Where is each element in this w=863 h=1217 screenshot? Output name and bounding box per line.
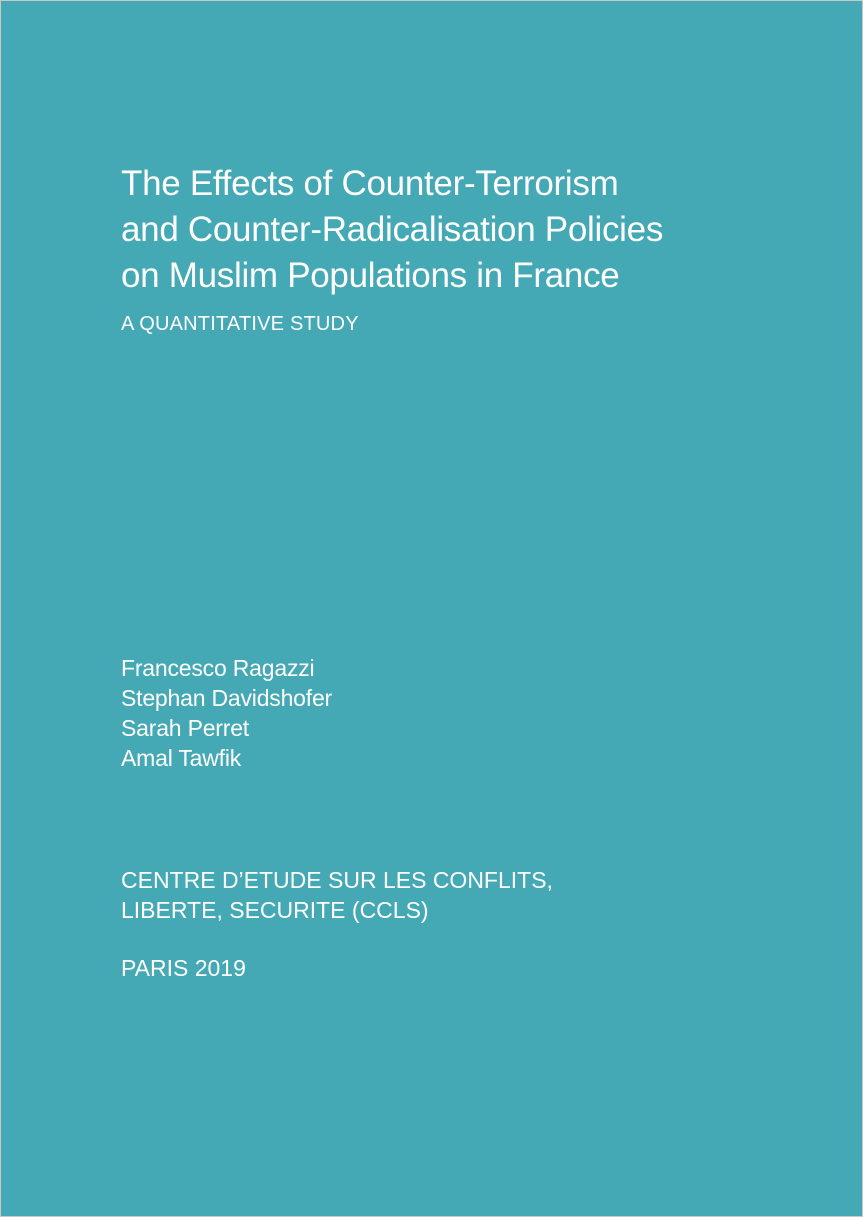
title-line: on Muslim Populations in France: [121, 256, 620, 295]
author-name: Stephan Davidshofer: [121, 685, 333, 711]
author-name: Francesco Ragazzi: [121, 655, 315, 681]
institution-line: CENTRE D’ETUDE SUR LES CONFLITS,: [121, 867, 553, 893]
publication-place-year: PARIS 2019: [121, 955, 246, 981]
author-name: Sarah Perret: [121, 715, 249, 741]
report-subtitle: A QUANTITATIVE STUDY: [121, 313, 359, 335]
author-list: [121, 653, 332, 773]
title-line: and Counter-Radicalisation Policies: [121, 210, 664, 249]
institution-line: LIBERTE, SECURITE (CCLS): [121, 897, 429, 923]
author-name: Amal Tawfik: [121, 745, 242, 771]
title-line: The Effects of Counter-Terrorism: [121, 164, 619, 203]
institution-name: [121, 865, 553, 925]
report-title: [121, 161, 801, 299]
